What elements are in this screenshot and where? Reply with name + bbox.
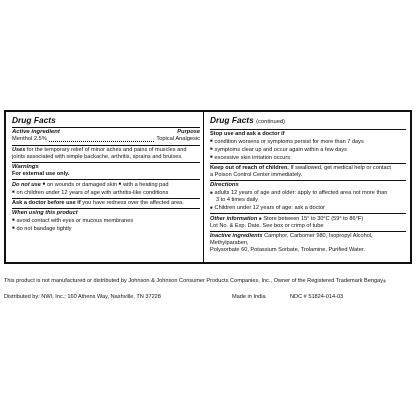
drug-facts-title-continued — [210, 115, 406, 128]
keep-out-label: Keep out of reach of children. — [210, 165, 289, 171]
drug-facts-title: Drug Facts — [12, 115, 56, 125]
uses-text-2: joints associated with simple backache, arthritis, sprains and bruises. — [12, 153, 183, 160]
distributor-row — [4, 294, 414, 301]
do-not-use-label: Do not use — [12, 182, 41, 189]
active-ingredient-row — [12, 136, 200, 143]
stop-use-item: ■ symptoms clear up and occur again within a few days — [210, 146, 406, 154]
disclaimer-text: This product is not manufactured or distributed by Johnson & Johnson Consumer Products Companies, Inc., Owner of the Registered Trademark Bengay — [4, 278, 384, 284]
continued-note: (continued) — [256, 119, 286, 125]
keep-out-text-1: If swallowed, get medical help or contact — [288, 165, 391, 171]
directions-header: Directions — [210, 182, 239, 188]
active-ingredient-purpose: Topical Analgesic — [156, 136, 200, 143]
stop-use-header: Stop use and ask a doctor if — [210, 131, 285, 137]
ask-doctor-label: Ask a doctor before use if — [12, 200, 81, 207]
distributor-text: Distributed by: NWI, Inc.; 160 Athens Way, Nashville, TN 37228 — [4, 294, 161, 300]
divider — [12, 145, 200, 146]
stop-use-item: ■ condition worsens or symptoms persist for more than 7 days — [210, 138, 406, 146]
do-not-use-item: ■ with a heating pad — [119, 182, 169, 188]
divider — [12, 198, 200, 199]
keep-out-line-1 — [210, 165, 406, 172]
other-info-label: Other information — [210, 216, 258, 223]
inactive-line-1 — [210, 233, 406, 247]
ask-doctor-text: you have redness over the affected area. — [80, 200, 184, 207]
when-using-item: ■ avoid contact with eyes or mucous membranes — [12, 217, 200, 225]
uses-line-1 — [12, 147, 200, 154]
divider — [210, 231, 406, 232]
ndc-number: NDC # 51824-014-03 — [290, 294, 344, 300]
divider — [12, 127, 200, 128]
do-not-use-item: ■ on wounds or damaged skin — [42, 182, 117, 188]
uses-text-1: for the temporary relief of minor aches and pains of muscles and — [25, 146, 187, 153]
purpose-header: Purpose — [177, 129, 200, 135]
when-using-item: ■ do not bandage tightly — [12, 225, 200, 233]
divider — [210, 213, 406, 214]
made-in-text: Made in India — [232, 294, 266, 300]
inactive-text-1: Camphor, Carbomer 980, Isopropyl Alcohol, Methylparaben, — [210, 233, 373, 247]
external-use-notice: For external use only. — [12, 171, 70, 178]
drug-facts-right-column — [204, 112, 410, 262]
divider — [210, 163, 406, 164]
when-using-header: When using this product — [12, 210, 78, 217]
ask-doctor-line — [12, 200, 200, 207]
divider — [210, 180, 406, 181]
trademark-disclaimer — [4, 278, 414, 285]
directions-item: ■ adults 12 years of age and older: apply to affected area not more than — [210, 189, 406, 197]
active-ingredient-header: Active ingredient — [12, 129, 60, 135]
other-info-item: ■ Store between 15° to 30°C (59° to 86°F) — [259, 216, 363, 222]
other-info-line-1 — [210, 215, 406, 223]
other-info-item: Lot No. & Exp. Date. See box or crimp of tube — [210, 223, 324, 230]
keep-out-text-2: a Poison Control Center immediately. — [210, 172, 303, 178]
drug-facts-left-column — [6, 112, 204, 262]
directions-item: ■ Children under 12 years of age: ask a doctor — [210, 204, 406, 212]
active-ingredient-header-row — [12, 129, 200, 136]
warnings-header: Warnings — [12, 163, 39, 170]
do-not-use-line-1 — [12, 181, 200, 189]
inactive-label: Inactive ingredients — [210, 233, 263, 240]
drug-facts-panel — [4, 110, 412, 264]
divider — [12, 179, 200, 180]
divider — [210, 129, 406, 130]
dotted-leader — [49, 136, 155, 141]
registered-mark: ® — [383, 279, 387, 284]
uses-label: Uses — [12, 146, 26, 153]
divider — [12, 208, 200, 209]
active-ingredient-name: Menthol 2.5% — [12, 136, 47, 143]
directions-item-continued: 3 to 4 times daily — [216, 197, 258, 204]
inactive-text-2: Polysorbate 60, Potassium Sorbate, Trolamine, Purified Water. — [210, 247, 365, 254]
divider — [12, 162, 200, 163]
drug-facts-title: Drug Facts — [210, 115, 254, 125]
stop-use-item: ■ excessive skin irritation occurs — [210, 154, 406, 162]
do-not-use-item: ■ on children under 12 years of age with arthritis-like conditions — [12, 189, 200, 197]
